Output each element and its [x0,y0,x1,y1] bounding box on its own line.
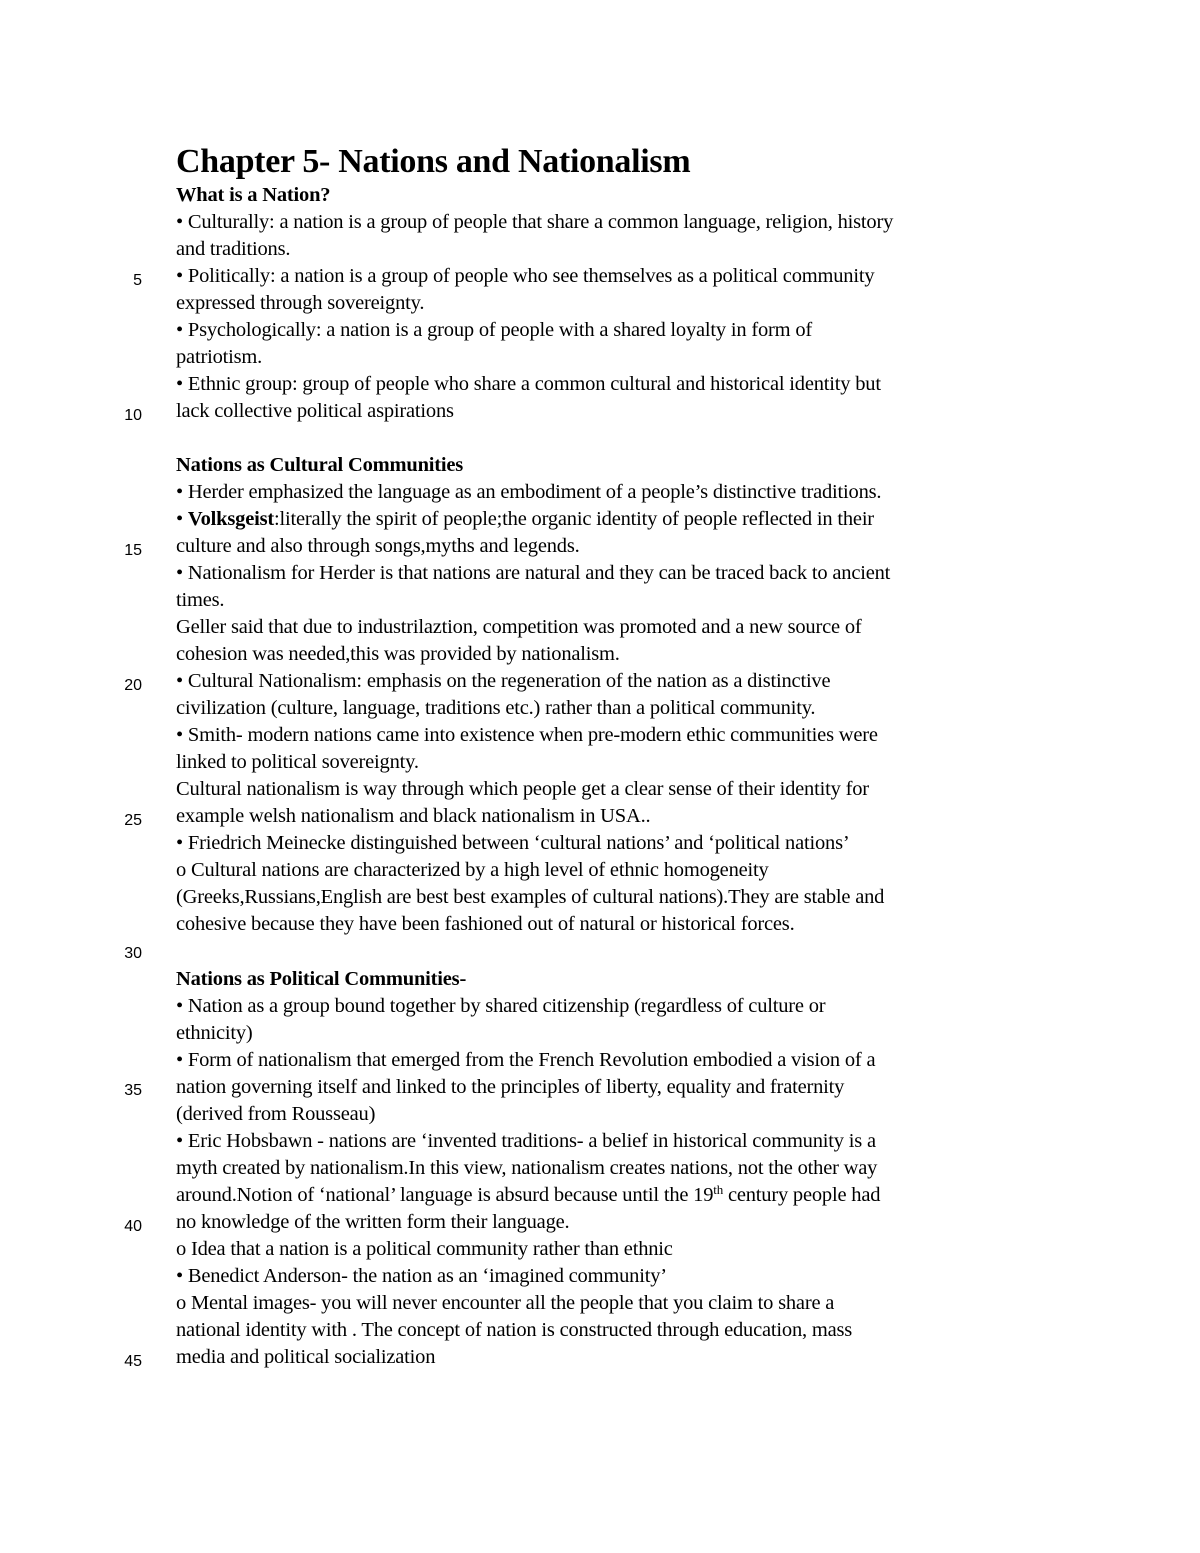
text-line: cohesive because they have been fashioned out of natural or historical forces. [176,913,795,935]
text-line: Cultural nationalism is way through which people get a clear sense of their identity for [176,778,869,800]
text-line: (derived from Rousseau) [176,1103,376,1125]
line-number: 40 [124,1218,142,1235]
text-line: • Eric Hobsbawn - nations are ‘invented traditions- a belief in historical community is a [176,1130,876,1152]
superscript-th: th [713,1182,724,1197]
line-number: 15 [124,542,142,559]
text-line: • Nation as a group bound together by shared citizenship (regardless of culture or [176,995,826,1017]
section-heading-what-is-a-nation: What is a Nation? [176,184,331,206]
text-line: o Cultural nations are characterized by a high level of ethnic homogeneity [176,859,769,881]
text-line: nation governing itself and linked to the principles of liberty, equality and fraternity [176,1076,845,1098]
text-line: • Form of nationalism that emerged from the French Revolution embodied a vision of a [176,1049,876,1071]
text-line: Geller said that due to industrilaztion, competition was promoted and a new source of [176,616,862,638]
text-line: times. [176,589,225,611]
line-number: 25 [124,812,142,829]
text-line: • Cultural Nationalism: emphasis on the regeneration of the nation as a distinctive [176,670,831,692]
text-line: and traditions. [176,238,291,260]
text-line: no knowledge of the written form their language. [176,1211,570,1233]
line-number: 20 [124,677,142,694]
text-segment: century people had [723,1184,881,1206]
text-line: expressed through sovereignty. [176,292,425,314]
chapter-title: Chapter 5- Nations and Nationalism [176,143,691,180]
text-line: • Nationalism for Herder is that nations are natural and they can be traced back to ancient [176,562,891,584]
line-number: 5 [133,272,142,289]
volksgeist-term: Volksgeist [187,508,275,530]
text-line: lack collective political aspirations [176,400,454,422]
text-line: civilization (culture, language, traditions etc.) rather than a political community. [176,697,816,719]
text-line: national identity with . The concept of nation is constructed through education, mass [176,1319,853,1341]
volksgeist-definition: :literally the spirit of people;the organic identity of people reflected in their [274,508,874,530]
section-heading-political-communities: Nations as Political Communities- [176,968,467,990]
text-line: • Friedrich Meinecke distinguished between ‘cultural nations’ and ‘political nations’ [176,832,850,854]
bullet-text: • [176,508,188,530]
section-heading-cultural-communities: Nations as Cultural Communities [176,454,464,476]
text-line: • Smith- modern nations came into existence when pre-modern ethic communities were [176,724,878,746]
text-line: media and political socialization [176,1346,436,1368]
text-line: • Benedict Anderson- the nation as an ‘imagined community’ [176,1265,667,1287]
text-line: example welsh nationalism and black nationalism in USA.. [176,805,651,827]
text-segment: around.Notion of ‘national’ language is absurd because until the 19 [176,1184,714,1206]
text-line: • Culturally: a nation is a group of people that share a common language, religion, history [176,211,894,233]
line-number: 35 [124,1082,142,1099]
text-line: • Herder emphasized the language as an embodiment of a people’s distinctive traditions. [176,481,882,503]
text-line: • Ethnic group: group of people who share a common cultural and historical identity but [176,373,881,395]
text-line: cohesion was needed,this was provided by nationalism. [176,643,620,665]
text-line: (Greeks,Russians,English are best best examples of cultural nations).They are stable and [176,886,885,908]
text-line: • Politically: a nation is a group of people who see themselves as a political community [176,265,875,287]
text-line [176,506,874,533]
line-number: 30 [124,945,142,962]
text-line: linked to political sovereignty. [176,751,419,773]
text-line: culture and also through songs,myths and legends. [176,535,580,557]
text-line: myth created by nationalism.In this view, nationalism creates nations, not the other way [176,1157,878,1179]
text-line: patriotism. [176,346,263,368]
line-number: 10 [124,407,142,424]
line-number: 45 [124,1353,142,1370]
text-line: o Mental images- you will never encounter all the people that you claim to share a [176,1292,835,1314]
text-line: ethnicity) [176,1022,253,1044]
text-line [176,1182,880,1209]
text-line: • Psychologically: a nation is a group of people with a shared loyalty in form of [176,319,813,341]
text-line: o Idea that a nation is a political community rather than ethnic [176,1238,673,1260]
